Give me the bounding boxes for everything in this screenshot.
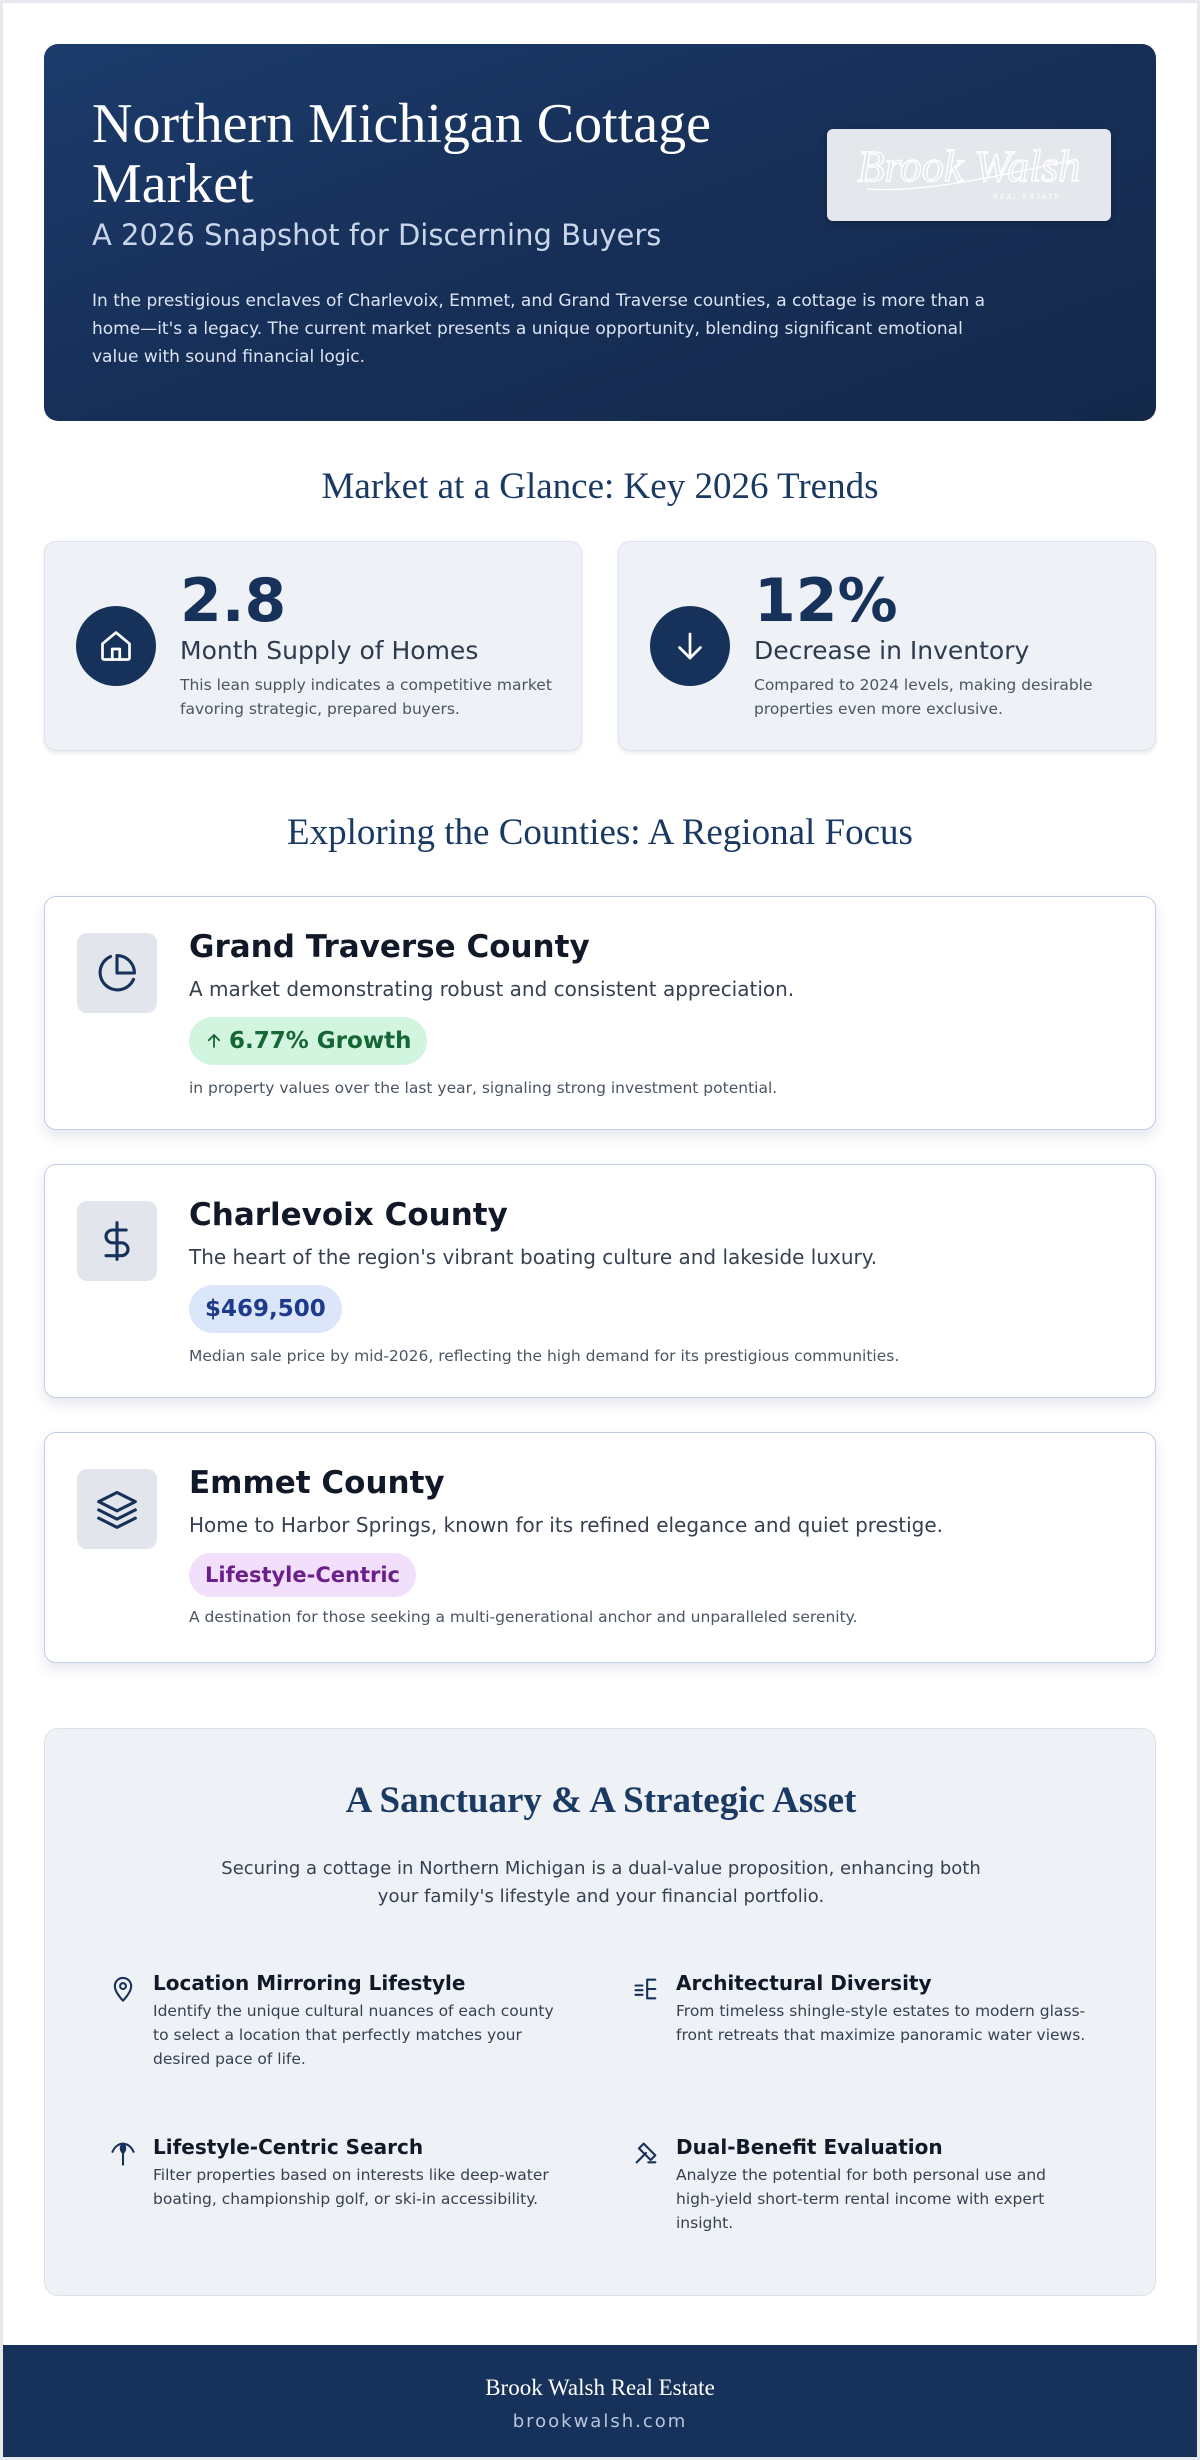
stat-description: This lean supply indicates a competitive market favoring strategic, prepared buyers.: [180, 676, 552, 718]
arrow-up-icon: [205, 1032, 223, 1050]
sanctuary-intro: Securing a cottage in Northern Michigan is a dual-value proposition, enhancing both your family's lifestyle and your financial portfolio.: [221, 1858, 981, 1907]
anchor-icon: [109, 2139, 137, 2167]
feature-description: Filter properties based on interests like deep-water boating, championship golf, or ski-in accessibility.: [153, 2166, 549, 2208]
hero-banner: [44, 44, 1156, 421]
lifestyle-badge: Lifestyle-Centric: [189, 1553, 416, 1597]
county-card-emmet: [44, 1432, 1156, 1663]
layers-icon: [77, 1469, 157, 1549]
home-icon: [76, 606, 156, 686]
county-card-grand-traverse: [44, 896, 1156, 1130]
growth-badge-text: 6.77% Growth: [229, 1028, 412, 1054]
list-tree-icon: [632, 1975, 660, 2003]
page-title: Northern Michigan Cottage Market: [92, 93, 711, 215]
county-note: A destination for those seeking a multi-generational anchor and unparalleled serenity.: [189, 1608, 858, 1626]
hero-intro: In the prestigious enclaves of Charlevoix, Emmet, and Grand Traverse counties, a cottage is more than a home—it's a legacy. The current market presents a unique opportunity, blending significant emotional value with sound financial logic.: [92, 291, 986, 367]
feature-title: Location Mirroring Lifestyle: [153, 1971, 466, 1995]
footer: [3, 2345, 1197, 2457]
brand-logo: [827, 129, 1111, 221]
stat-card-inventory: [618, 541, 1156, 751]
stat-label: Decrease in Inventory: [754, 636, 1030, 665]
feature-description: Analyze the potential for both personal use and high-yield short-term rental income with expert insight.: [676, 2166, 1047, 2232]
county-name: Charlevoix County: [189, 1197, 508, 1233]
feature-title: Architectural Diversity: [676, 1971, 932, 1995]
counties-heading: Exploring the Counties: A Regional Focus: [287, 812, 913, 853]
map-pin-icon: [109, 1975, 137, 2003]
stat-value: 12%: [754, 566, 898, 636]
trends-heading: Market at a Glance: Key 2026 Trends: [321, 466, 879, 507]
pie-chart-icon: [77, 933, 157, 1013]
county-description: Home to Harbor Springs, known for its refined elegance and quiet prestige.: [189, 1513, 944, 1537]
arrow-down-icon: [650, 606, 730, 686]
logo-subtext: REAL ESTATE: [992, 194, 1062, 201]
page-subtitle: A 2026 Snapshot for Discerning Buyers: [92, 218, 662, 252]
county-note: Median sale price by mid-2026, reflecting the high demand for its prestigious communities.: [189, 1347, 900, 1365]
stat-description: Compared to 2024 levels, making desirable properties even more exclusive.: [754, 676, 1093, 718]
county-name: Emmet County: [189, 1465, 445, 1501]
sanctuary-section: [44, 1728, 1156, 2296]
county-description: The heart of the region's vibrant boating culture and lakeside luxury.: [189, 1245, 878, 1269]
county-name: Grand Traverse County: [189, 929, 590, 965]
stat-card-supply: [44, 541, 582, 751]
wrench-icon: [632, 2139, 660, 2167]
county-card-charlevoix: [44, 1164, 1156, 1398]
county-note: in property values over the last year, signaling strong investment potential.: [189, 1079, 778, 1097]
feature-title: Dual-Benefit Evaluation: [676, 2135, 943, 2159]
stat-value: 2.8: [180, 566, 287, 636]
growth-badge: [189, 1017, 427, 1065]
sanctuary-heading: A Sanctuary & A Strategic Asset: [345, 1780, 857, 1821]
price-badge: $469,500: [189, 1285, 342, 1333]
footer-company-name: Brook Walsh Real Estate: [485, 2375, 715, 2400]
county-description: A market demonstrating robust and consistent appreciation.: [189, 977, 795, 1001]
logo-signature: Brook Walsh: [857, 142, 1081, 191]
page: [3, 3, 1197, 2457]
feature-description: From timeless shingle-style estates to modern glass-front retreats that maximize panoramic water views.: [676, 2002, 1086, 2044]
footer-website-link[interactable]: brookwalsh.com: [512, 2411, 688, 2432]
feature-title: Lifestyle-Centric Search: [153, 2135, 424, 2159]
dollar-icon: [77, 1201, 157, 1281]
stat-label: Month Supply of Homes: [180, 636, 479, 665]
feature-description: Identify the unique cultural nuances of each county to select a location that perfectly matches your desired pace of life.: [153, 2002, 554, 2068]
